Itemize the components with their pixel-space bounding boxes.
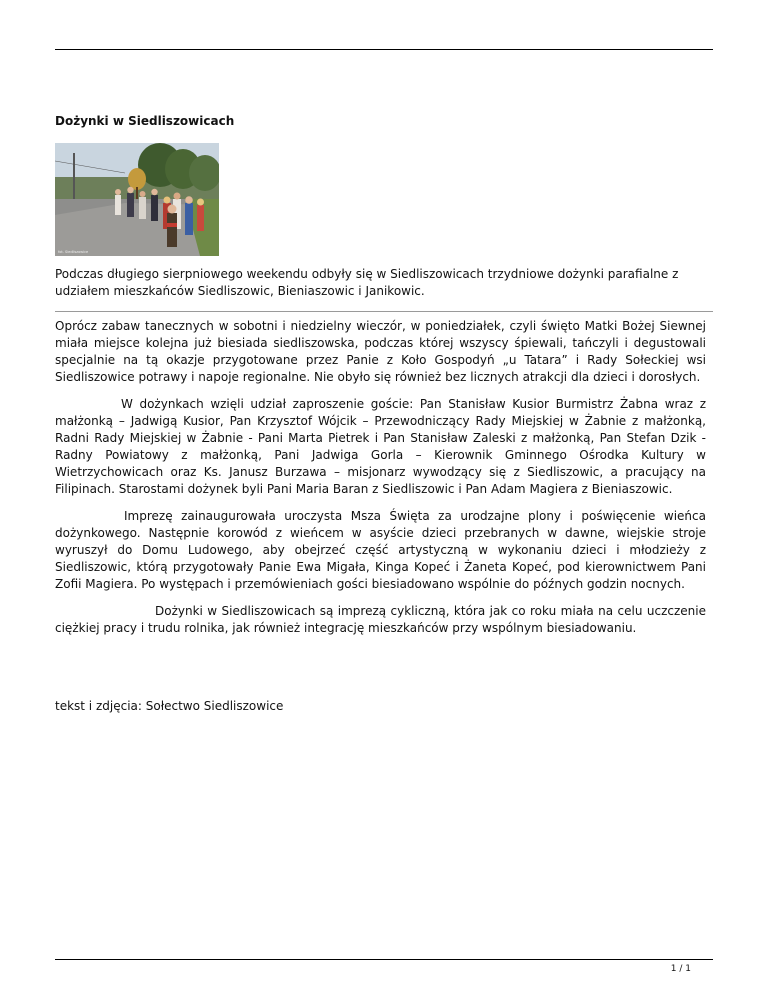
page-number: 1 / 1 xyxy=(670,964,691,974)
article-photo xyxy=(55,143,219,256)
svg-text:fot. Siedliszowice: fot. Siedliszowice xyxy=(58,250,89,254)
photo-credit: tekst i zdjęcia: Sołectwo Siedliszowice xyxy=(55,699,284,713)
intro-paragraph: Podczas długiego sierpniowego weekendu odbyły się w Siedliszowicach trzydniowe dożynki parafialne z udziałem mieszkańców Siedliszowic, Bieniaszowic i Janikowic. xyxy=(55,267,679,298)
footer-rule xyxy=(55,959,713,960)
section-divider xyxy=(55,311,713,312)
body-paragraph: Imprezę zainaugurowała uroczysta Msza Święta za urodzajne plony i poświęcenie wieńca dożynkowego. Następnie korowód z wieńcem w asyście dzieci przebranych w dawne, wiejskie stroje wyruszył do Domu Ludowego, aby obejrzeć część artystyczną w wykonaniu dzieci i młodzieży z Siedliszowic, którą przygotowały Panie Ewa Migała, Kinga Kopeć i Żaneta Kopeć, pod kierownictwem Pani Zofii Magiera. Po występach i przemówieniach gości biesiadowano wspólnie do późnych godzin nocnych. xyxy=(55,509,706,591)
body-paragraph: Dożynki w Siedliszowicach są imprezą cykliczną, która jak co roku miała na celu uczczenie ciężkiej pracy i trudu rolnika, jak również integrację mieszkańców przy wspólnym biesiadowaniu. xyxy=(55,604,706,635)
body-paragraph: W dożynkach wzięli udział zaproszenie goście: Pan Stanisław Kusior Burmistrz Żabna wraz z małżonką – Jadwigą Kusior, Pan Krzysztof Wójcik – Przewodniczący Rady Miejskiej w Żabnie z małżonką, Radni Rady Miejskiej w Żabnie - Pani Marta Pietrek i Pan Stanisław Zaleski z małżonką, Pan Stefan Dzik - Radny Powiatowy z małżonką, Pani Jadwiga Gorla – Kierownik Gminnego Ośrodka Kultury w Wietrzychowicach oraz Ks. Janusz Burzawa – misjonarz wywodzący się z Siedliszowic, a pracujący na Filipinach. Starostami dożynek byli Pani Maria Baran z Siedliszowic i Pan Adam Magiera z Bieniaszowic. xyxy=(55,397,706,496)
body-paragraph: Oprócz zabaw tanecznych w sobotni i niedzielny wieczór, w poniedziałek, czyli święto Matki Bożej Siewnej miała miejsce kolejna już biesiada siedliszowska, podczas której wszyscy śpiewali, tańczyli i degustowali specjalnie na tą okazje przygotowane przez Panie z Koło Gospodyń „u Tatara” i Rady Sołeckiej wsi Siedliszowice potrawy i napoje regionalne. Nie obyło się również bez licznych atrakcji dla dzieci i dorosłych. xyxy=(55,319,706,384)
header-rule xyxy=(55,49,713,50)
article-title: Dożynki w Siedliszowicach xyxy=(55,114,235,128)
article-body xyxy=(55,318,706,647)
